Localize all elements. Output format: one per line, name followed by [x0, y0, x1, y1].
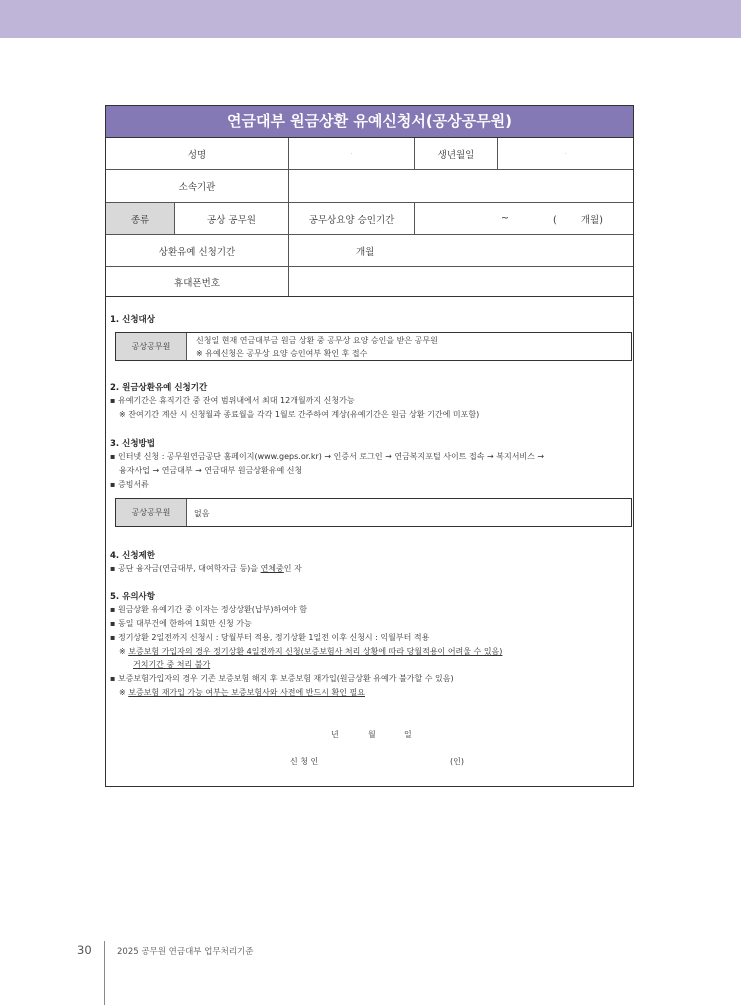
section-5-line7: [119, 687, 365, 698]
phone-label: 휴대폰번호: [174, 277, 220, 289]
type-label: 종류: [106, 203, 174, 234]
section-1-title: 1. 신청대상: [110, 315, 155, 325]
evidence-box-value: 없음: [194, 509, 210, 518]
page-number: 30: [77, 943, 92, 957]
header-band: [0, 0, 741, 38]
section-4-line1: [110, 563, 302, 574]
section-3-line1: ▪ 인터넷 신청 : 공무원연금공단 홈페이지(www.geps.or.kr) → 인증서 로그인 → 연금복지포털 사이트 접속 → 복지서비스 →: [110, 452, 545, 461]
section-5-title: 5. 유의사항: [110, 592, 155, 602]
footer-title: 2025 공무원 연금대부 업무처리기준: [117, 947, 254, 957]
section-5-line7-pre: ※: [119, 688, 129, 697]
applicant-label: 신 청 인: [290, 757, 319, 766]
section-5-line7-underline: 보증보험 재가입 가능 여부는 보증보험사와 사전에 반드시 확인 필요: [128, 688, 365, 697]
target-box-label: 공상공무원: [116, 333, 187, 360]
row-type: [106, 203, 633, 235]
application-form: [105, 105, 634, 787]
name-label: 성명: [187, 149, 207, 161]
defer-field[interactable]: [288, 235, 633, 266]
section-5-line4-pre: ※: [119, 647, 129, 656]
evidence-box-label: 공상공무원: [116, 499, 187, 526]
section-4-line1-post: 인 자: [283, 564, 302, 573]
row-agency: [106, 170, 633, 203]
footer-divider: [104, 941, 105, 1005]
row-name: [106, 138, 633, 170]
section-4-title: 4. 신청제한: [110, 551, 155, 561]
section-5-line5: [133, 659, 210, 670]
section-5-line4: [119, 646, 502, 657]
phone-field[interactable]: [288, 267, 633, 296]
type-value: 공상 공무원: [174, 203, 288, 234]
evidence-box: [115, 498, 632, 527]
defer-value: 개월: [356, 246, 375, 258]
section-5-line5-underline: 거치기간 중 처리 불가: [133, 660, 211, 669]
section-5-line4-underline: 보증보험 가입자의 경우 정기상환 4일전까지 신청(보증보험사 처리 상황에 따라 당월적용이 어려울 수 있음): [128, 647, 503, 656]
birth-label: 생년월일: [414, 138, 497, 169]
section-2-line2: ※ 잔여기간 계산 시 신청월과 종료월을 각각 1월로 간주하여 계상(유예기간은 원금 상환 기간에 미포함): [119, 410, 480, 419]
form-title: 연금대부 원금상환 유예신청서(공상공무원): [106, 106, 633, 138]
name-field[interactable]: [288, 138, 414, 169]
date-day: 일: [404, 730, 412, 739]
target-box: [115, 332, 632, 361]
row-defer: [106, 235, 633, 267]
approval-months: ( 개월): [553, 214, 603, 226]
section-5-line6: ▪ 보증보험가입자의 경우 기존 보증보험 해지 후 보증보험 재가입(원금상환 유예가 불가할 수 있음): [110, 674, 454, 683]
name-field-dot: ·: [350, 150, 353, 157]
birth-field[interactable]: [497, 138, 633, 169]
section-5-line2: ▪ 동일 대부건에 한하여 1회만 신청 가능: [110, 619, 252, 628]
target-box-line2: ※ 유예신청은 공무상 요양 승인여부 확인 후 접수: [196, 349, 368, 358]
section-3-title: 3. 신청방법: [110, 439, 155, 449]
section-2-line1: ▪ 유예기간은 휴직기간 중 잔여 범위내에서 최대 12개월까지 신청가능: [110, 396, 355, 405]
target-box-line1: 신청일 현재 연금대부금 원금 상환 중 공무상 요양 승인을 받은 공무원: [196, 336, 438, 345]
date-year: 년: [331, 730, 339, 739]
approval-label: 공무상요양 승인기간: [288, 203, 414, 234]
section-5-line1: ▪ 원금상환 유예기간 중 이자는 정상상환(납부)하여야 함: [110, 605, 307, 614]
approval-tilde: ~: [501, 213, 509, 224]
defer-label: 상환유예 신청기간: [158, 246, 236, 258]
section-2-title: 2. 원금상환유예 신청기간: [110, 383, 208, 393]
seal-label[interactable]: (인): [450, 757, 464, 766]
agency-label: 소속기관: [178, 182, 216, 193]
row-phone: [106, 267, 633, 297]
section-5-line3: ▪ 정기상환 2일전까지 신청시 : 당월부터 적용, 정기상환 1일전 이후 신청시 : 익월부터 적용: [110, 633, 430, 642]
approval-field[interactable]: [414, 203, 633, 234]
section-4-line1-underline: 연체중: [260, 564, 284, 573]
section-4-line1-pre: ▪ 공단 융자금(연금대부, 대여학자금 등)을: [110, 564, 261, 573]
agency-field[interactable]: [288, 170, 633, 202]
section-3-line3: ▪ 증빙서류: [110, 480, 149, 489]
birth-field-dot: ·: [564, 150, 567, 157]
section-3-line2: 융자사업 → 연금대부 → 연금대부 원금상환유예 신청: [119, 466, 303, 475]
date-month: 월: [368, 730, 376, 739]
